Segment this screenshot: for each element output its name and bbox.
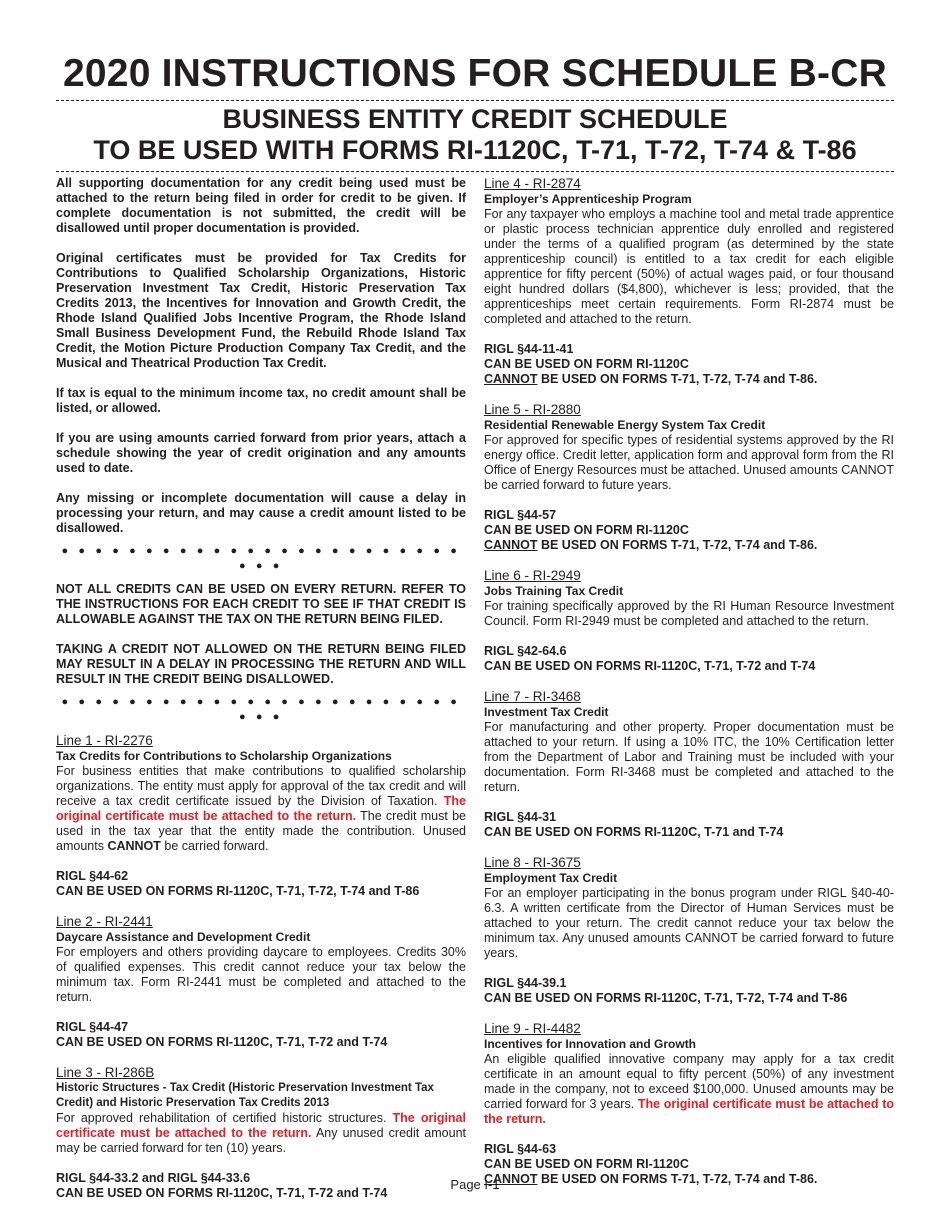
left-column: [56, 176, 466, 1201]
page-subtitle: [0, 104, 950, 166]
line-5-usage: CAN BE USED ON FORM RI-1120C: [484, 523, 689, 537]
line-5-subheading: Residential Renewable Energy System Tax Credit: [484, 418, 766, 432]
line-8-subheading: Employment Tax Credit: [484, 871, 618, 885]
line-5-rigl: RIGL §44-57: [484, 508, 557, 522]
line-4-cannot: CANNOT: [484, 372, 538, 386]
line-2-subheading: Daycare Assistance and Development Credit: [56, 930, 311, 944]
page-number: Page I-1: [450, 1177, 500, 1192]
line-1-body: [56, 764, 466, 854]
line-8-heading: Line 8 - RI-3675: [484, 855, 581, 870]
line-6-rigl: RIGL §42-64.6: [484, 644, 567, 658]
line-9-rigl: RIGL §44-63: [484, 1142, 557, 1156]
line-6-body: For training specifically approved by the RI Human Resource Investment Council. Form RI-2949 must be completed and attached to the return.: [484, 599, 894, 628]
dot-separator-1: ● ● ● ● ● ● ● ● ● ● ● ● ● ● ● ● ● ● ● ● ● ● ● ● ● ● ●: [61, 545, 461, 572]
line-4-subheading: Employer’s Apprenticeship Program: [484, 192, 692, 206]
line-1-subheading: Tax Credits for Contributions to Scholarship Organizations: [56, 749, 392, 763]
line-6-heading: Line 6 - RI-2949: [484, 568, 581, 583]
line-3-body: [56, 1111, 466, 1156]
line-3-rigl: RIGL §44-33.2 and RIGL §44-33.6: [56, 1171, 251, 1185]
intro-paragraph-4: If you are using amounts carried forward from prior years, attach a schedule showing the year of credit origination and any amounts used to date.: [56, 431, 466, 475]
intro-paragraph-5: Any missing or incomplete documentation will cause a delay in processing your return, and may cause a credit amount listed to be disallowed.: [56, 491, 466, 535]
line-6-subheading: Jobs Training Tax Credit: [484, 584, 624, 598]
line-2-body: For employers and others providing daycare to employees. Credits 30% of qualified expenses. This credit cannot reduce your tax below the minimum tax. Form RI-2441 must be completed and attached to the return.: [56, 945, 466, 1004]
line-9-body: [484, 1052, 894, 1127]
line-7-body: For manufacturing and other property. Proper documentation must be attached to your return. If using a 10% ITC, the 10% Certification letter from the Department of Labor and Training must be included with your documentation. Form RI-3468 must be completed and attached to the return.: [484, 720, 894, 794]
line-1-rigl: RIGL §44-62: [56, 869, 129, 883]
line-3-subheading: Historic Structures - Tax Credit (Historic Preservation Investment Tax Credit) and Historic Preservation Tax Credits 2013: [56, 1082, 434, 1109]
line-6-usage: CAN BE USED ON FORMS RI-1120C, T-71, T-72 and T-74: [484, 659, 816, 673]
line-5-restriction-text: BE USED ON FORMS T-71, T-72, T-74 and T-86.: [540, 538, 818, 552]
line-1-body-text-3: be carried forward.: [164, 839, 269, 853]
line-7-rigl: RIGL §44-31: [484, 810, 557, 824]
line-3-body-text-2: Any unused credit amount may be carried forward for ten (10) years.: [56, 1126, 467, 1155]
line-9-subheading: Incentives for Innovation and Growth: [484, 1037, 697, 1051]
line-2-heading: Line 2 - RI-2441: [56, 914, 153, 929]
line-7-usage: CAN BE USED ON FORMS RI-1120C, T-71 and T-74: [484, 825, 784, 839]
line-8-usage: CAN BE USED ON FORMS RI-1120C, T-71, T-72, T-74 and T-86: [484, 991, 848, 1005]
line-9-cannot: CANNOT: [484, 1172, 538, 1186]
intro-paragraph-1: All supporting documentation for any credit being used must be attached to the return being filed in order for credit to be given. If complete documentation is not submitted, the credit will be disallowed until proper documentation is provided.: [56, 176, 466, 235]
title-divider-top: [56, 100, 894, 101]
line-5-heading: Line 5 - RI-2880: [484, 402, 581, 417]
line-2-rigl: RIGL §44-47: [56, 1020, 129, 1034]
subtitle-line-2: TO BE USED WITH FORMS RI-1120C, T-71, T-72, T-74 & T-86: [93, 135, 857, 165]
line-7-heading: Line 7 - RI-3468: [484, 689, 581, 704]
subtitle-line-1: BUSINESS ENTITY CREDIT SCHEDULE: [222, 104, 728, 134]
right-column: [484, 176, 894, 1187]
line-5-cannot: CANNOT: [484, 538, 538, 552]
line-3-body-text: For approved rehabilitation of certified historic structures.: [56, 1111, 387, 1125]
line-1-certificate-note: The original certificate must be attached to the return.: [56, 794, 466, 823]
intro-paragraph-6: NOT ALL CREDITS CAN BE USED ON EVERY RETURN. REFER TO THE INSTRUCTIONS FOR EACH CREDIT TO SEE IF THAT CREDIT IS ALLOWABLE AGAINST THE TAX ON THE RETURN BEING FILED.: [56, 582, 466, 626]
intro-paragraph-2: Original certificates must be provided for Tax Credits for Contributions to Qualified Scholarship Organizations, Historic Preservation Investment Tax Credit, Historic Preservation Tax Credits 2013, the Incentives for Innovation and Growth Credit, the Rhode Island Qualified Jobs Incentive Program, the Rhode Island Small Business Development Fund, the Rebuild Rhode Island Tax Credit, the Motion Picture Production Company Tax Credit, and the Musical and Theatrical Production Tax Credit.: [56, 251, 466, 370]
line-1-body-text-2: The credit must be used in the tax year that the entity made the contribution. Unused amounts: [56, 809, 467, 853]
line-3-heading: Line 3 - RI-286B: [56, 1065, 155, 1080]
line-4-heading: Line 4 - RI-2874: [484, 176, 581, 191]
line-9-heading: Line 9 - RI-4482: [484, 1021, 581, 1036]
line-1-body-text: For business entities that make contributions to qualified scholarship organizations. The entity must apply for approval of the tax credit and will receive a tax credit certificate issued by the Division of Taxation.: [56, 764, 466, 808]
line-9-restriction-text: BE USED ON FORMS T-71, T-72, T-74 and T-86.: [540, 1172, 818, 1186]
line-4-restriction-text: BE USED ON FORMS T-71, T-72, T-74 and T-86.: [540, 372, 818, 386]
line-9-certificate-note: The original certificate must be attached to the return.: [484, 1097, 894, 1126]
line-2-usage: CAN BE USED ON FORMS RI-1120C, T-71, T-72 and T-74: [56, 1035, 388, 1049]
page-title: 2020 INSTRUCTIONS FOR SCHEDULE B-CR: [63, 52, 887, 95]
line-7-subheading: Investment Tax Credit: [484, 705, 609, 719]
line-1-heading: Line 1 - RI-2276: [56, 733, 153, 748]
line-1-cannot: CANNOT: [107, 839, 161, 853]
line-4-rigl: RIGL §44-11-41: [484, 342, 574, 356]
dot-separator-2: ● ● ● ● ● ● ● ● ● ● ● ● ● ● ● ● ● ● ● ● ● ● ● ● ● ● ●: [61, 696, 461, 723]
line-4-body: For any taxpayer who employs a machine tool and metal trade apprentice or plastic process technician apprentice duly enrolled and registered under the terms of a qualified program (as determined by the state apprenticeship council) is entitled to a tax credit for each eligible apprentice for fifty percent (50%) of actual wages paid, or four thousand eight hundred dollars ($4,800), whichever is less; provided, that the apprenticeships meet certain requirements. Form RI-2874 must be completed and attached to the return.: [484, 207, 894, 326]
title-divider-bottom: [56, 171, 894, 172]
line-3-certificate-note: The original certificate must be attached to the return.: [56, 1111, 466, 1140]
intro-paragraph-3: If tax is equal to the minimum income tax, no credit amount shall be listed, or allowed.: [56, 386, 466, 415]
line-4-restriction: [484, 372, 894, 387]
line-9-body-text: An eligible qualified innovative company may apply for a tax credit certificate in an amount equal to fifty percent (50%) of any investment made in the company, not to exceed $100,000. Unused amounts may be carried forward for 3 years.: [484, 1052, 894, 1111]
line-1-usage: CAN BE USED ON FORMS RI-1120C, T-71, T-72, T-74 and T-86: [56, 884, 420, 898]
line-5-restriction: [484, 538, 894, 553]
line-3-usage: CAN BE USED ON FORMS RI-1120C, T-71, T-72 and T-74: [56, 1186, 388, 1200]
line-4-usage: CAN BE USED ON FORM RI-1120C: [484, 357, 689, 371]
intro-paragraph-7: TAKING A CREDIT NOT ALLOWED ON THE RETURN BEING FILED MAY RESULT IN A DELAY IN PROCESSING THE RETURN AND WILL RESULT IN THE CREDIT BEING DISALLOWED.: [56, 642, 466, 686]
line-8-rigl: RIGL §44-39.1: [484, 976, 567, 990]
line-5-body: For approved for specific types of residential systems approved by the RI energy office. Credit letter, application form and approval form from the RI Office of Energy Resources must be attached. Unused amounts CANNOT be carried forward to future years.: [484, 433, 894, 492]
line-8-body: For an employer participating in the bonus program under RIGL §40-40-6.3. A written certificate from the Director of Human Services must be attached to your return. The credit cannot reduce your tax below the minimum tax. Any unused amounts CANNOT be carried forward to future years.: [484, 886, 894, 960]
line-9-usage: CAN BE USED ON FORM RI-1120C: [484, 1157, 689, 1171]
